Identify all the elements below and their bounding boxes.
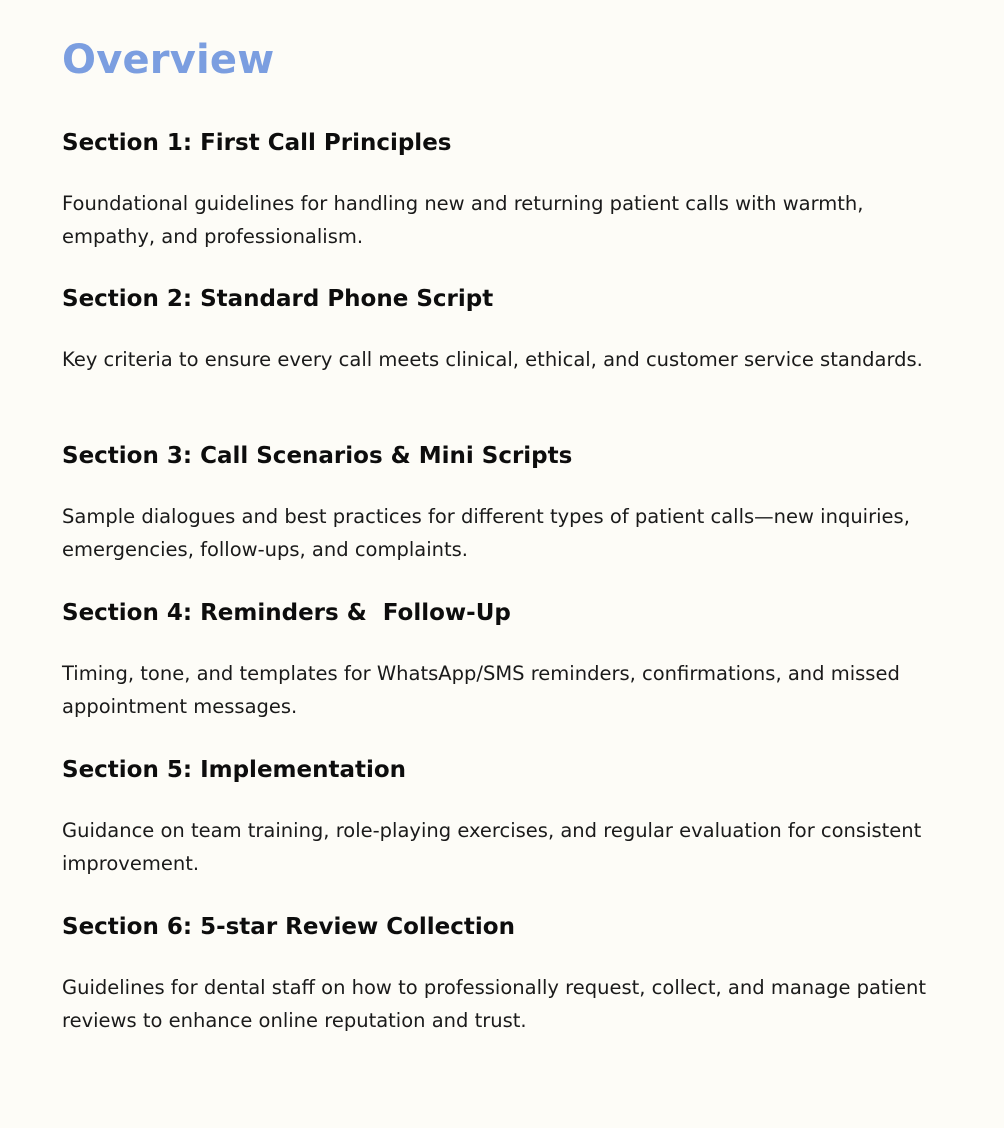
section-description: Key criteria to ensure every call meets clinical, ethical, and customer service standards. [62, 348, 923, 371]
section-description: Sample dialogues and best practices for different types of patient calls—new inquiries, emergencies, follow-ups, and complaints. [62, 505, 910, 561]
section-reminders-follow-up [62, 598, 962, 723]
page-title: Overview [62, 37, 275, 83]
section-description: Guidance on team training, role-playing exercises, and regular evaluation for consistent improvement. [62, 819, 922, 875]
section-first-call-principles [62, 128, 962, 253]
section-heading: Section 2: Standard Phone Script [62, 286, 494, 312]
section-heading: Section 3: Call Scenarios & Mini Scripts [62, 443, 573, 469]
section-heading: Section 5: Implementation [62, 757, 407, 783]
section-description: Timing, tone, and templates for WhatsApp/SMS reminders, confirmations, and missed appointment messages. [62, 662, 900, 718]
section-implementation [62, 755, 962, 880]
section-heading: Section 4: Reminders & Follow-Up [62, 600, 511, 626]
section-description: Guidelines for dental staff on how to professionally request, collect, and manage patient reviews to enhance online reputation and trust. [62, 976, 927, 1032]
section-call-scenarios [62, 441, 962, 566]
section-review-collection [62, 912, 962, 1037]
section-standard-phone-script [62, 284, 962, 376]
section-description: Foundational guidelines for handling new and returning patient calls with warmth, empathy, and professionalism. [62, 192, 864, 248]
section-heading: Section 1: First Call Principles [62, 130, 452, 156]
section-heading: Section 6: 5-star Review Collection [62, 914, 515, 940]
